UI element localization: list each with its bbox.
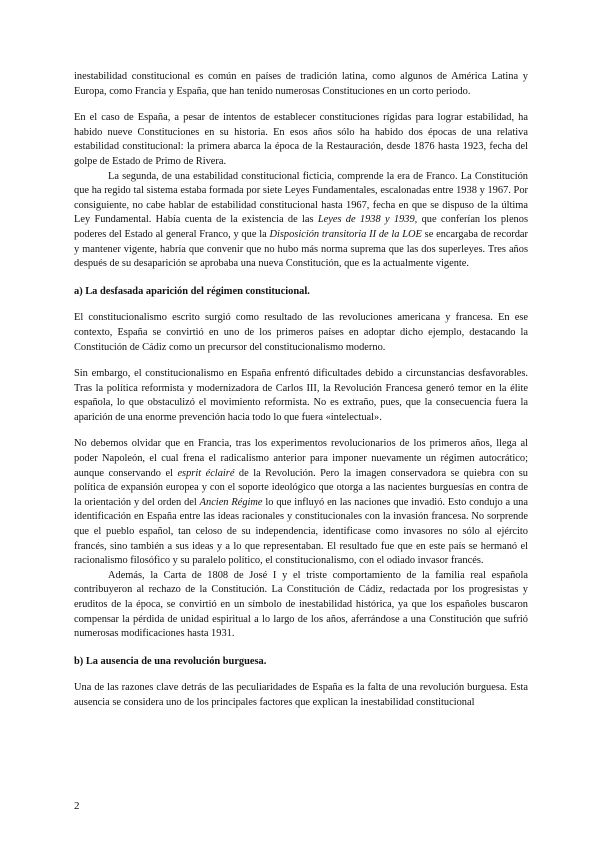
section-heading-a: a) La desfasada aparición del régimen constitucional. xyxy=(74,285,310,297)
paragraph-1: inestabilidad constitucional es común en países de tradición latina, como algunos de América Latina y Europa, como Francia y España, que han tenido numerosas Constituciones en un corto periodo. xyxy=(74,71,528,97)
section-heading-b: b) La ausencia de una revolución burguesa. xyxy=(74,655,267,667)
paragraph-3-text-a: La segunda, de una estabilidad constitucional ficticia, comprende la era de Franco. La Constitución que ha regido tal sistema estaba formada por siete Leyes Fundamentales, escalonadas entre 1938 y 1967. Por consiguiente, no cabe hablar de estabilidad constitucional hasta 1967, fecha en que se dispuso de la última Ley Fundamental. Había cuenta de la existencia de las xyxy=(74,170,528,226)
paragraph-3-text-c: se encargaba de recordar y mantener vigente, habría que convenir que no hubo más norma suprema que las dos superleyes. Tres años después de su desaparición se aprobaba una nueva Constitución, que es la actualmente vigente. xyxy=(74,228,528,270)
paragraph-3 xyxy=(74,170,528,272)
paragraph-7: Además, la Carta de 1808 de José I y el triste comportamiento de la familia real española contribuyeron al rechazo de la Constitución. La Constitución de Cádiz, redactada por los progresistas y eruditos de la época, se convirtió en un símbolo de inestabilidad histórica, ya que los españoles buscaron compensar la pérdida de unidad espiritual a lo largo de los años, aferrándose a una Constitución que sufrió numerosas modificaciones hasta 1931. xyxy=(74,569,528,640)
paragraph-2: En el caso de España, a pesar de intentos de establecer constituciones rígidas para lograr estabilidad, ha habido nueve Constituciones en su historia. En esos años sólo ha habido dos épocas de una relativa estabilidad constitucional: la primera abarca la época de la Restauración, desde 1876 hasta 1923, fecha del golpe de Estado de Primo de Rivera. xyxy=(74,112,528,167)
document-body xyxy=(74,70,528,711)
page-number: 2 xyxy=(74,800,80,812)
paragraph-3-text-b: que conferían los plenos poderes del Estado al general Franco, y que la xyxy=(74,214,528,240)
paragraph-6-italic-ancien-regime: Ancien Régime xyxy=(199,496,263,508)
paragraph-5: Sin embargo, el constitucionalismo en España enfrentó dificultades debido a circunstancias desfavorables. Tras la política reformista y modernizadora de Carlos III, la Revolución Francesa generó temor en la élite española, lo que obstaculizó el movimiento reformista. No es extraño, pues, que la consecuencia fuera la aparición de una enorme prevención hacia todo lo que fuera «intelectual». xyxy=(74,368,528,423)
paragraph-6-text-b: de la Revolución. Pero la imagen conservadora se quiebra con su política de expansión europea y con el soporte ideológico que otorga a las nacientes burguesías en contra de la orientación y del orden del xyxy=(74,467,529,508)
paragraph-4: El constitucionalismo escrito surgió como resultado de las revoluciones americana y francesa. En ese contexto, España se convirtió en uno de los primeros países en adoptar dicho ejemplo, destacando la Constitución de Cádiz como un precursor del constitucionalismo moderno. xyxy=(74,312,528,353)
paragraph-8: Una de las razones clave detrás de las peculiaridades de España es la falta de una revolución burguesa. Esta ausencia se considera uno de los principales factores que explican la inestabilidad constitucional xyxy=(74,682,528,708)
paragraph-6-text-c: lo que influyó en las naciones que invadió. Esto condujo a una identificación en España entre las ideas racionales y constitucionales con la invasión francesa. No sorprende que el pueblo español, tan celoso de su independencia, identificase como invasores no sólo al ejército francés, sino también a sus ideas y a lo que representaban. El resultado fue que en este país se hermanó el racionalismo filosófico y su paralelo político, el constitucionalismo, con el odiado invasor francés. xyxy=(74,496,528,567)
paragraph-3-italic-leyes: Leyes de 1938 y 1939, xyxy=(317,214,418,226)
paragraph-6-italic-esprit: esprit éclairé xyxy=(177,467,235,479)
paragraph-6-text-a: No debemos olvidar que en Francia, tras los experimentos revolucionarios de los primeros años, llega al poder Napoleón, el cual frena el radicalismo anterior para imponer nuevamente un régimen autocrático; aunque conservando el xyxy=(74,438,528,479)
paragraph-3-italic-disposicion: Disposición transitoria II de la LOE xyxy=(269,228,422,240)
paragraph-6 xyxy=(74,437,528,568)
